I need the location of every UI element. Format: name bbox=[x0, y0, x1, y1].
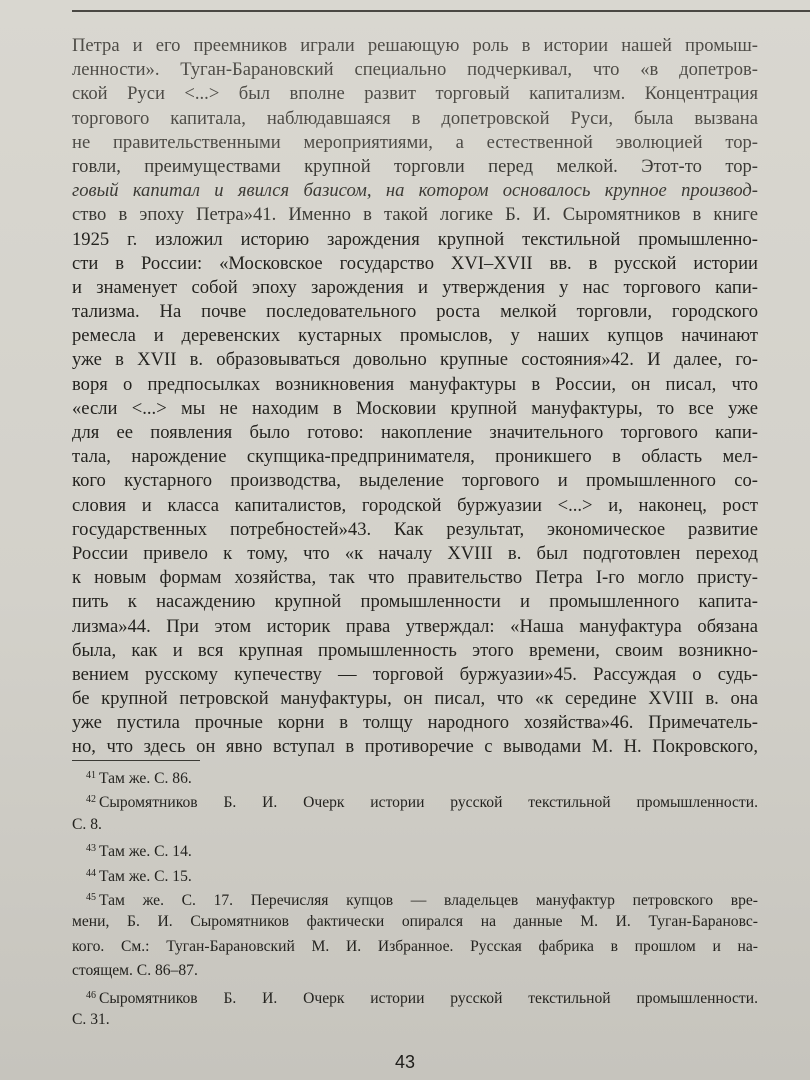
page-number: 43 bbox=[394, 1052, 416, 1072]
text-line: вением русскому купечеству — торговой буржуазии»45. Рассуждая о судь- bbox=[72, 663, 758, 685]
text-line: лизма»44. При этом историк права утверждал: «Наша мануфактура обязана bbox=[72, 615, 758, 637]
text-line: и знаменует собой эпоху зарождения и утверждения у нас торгового капи- bbox=[72, 276, 758, 298]
text-line: воря о предпосылках возникновения мануфактуры в России, он писал, что bbox=[72, 373, 758, 395]
text-line: кого кустарного производства, выделение торгового и промышленного со- bbox=[72, 470, 758, 492]
text-line: ство в эпоху Петра»41. Именно в такой логике Б. И. Сыромятников в книге bbox=[72, 204, 758, 226]
footnote-45-continuation: стоящем. С. 86–87. bbox=[72, 962, 198, 980]
footnote-text: Там же. С. 86. bbox=[99, 770, 192, 787]
text-line: ской Руси <...> был вполне развит торговый капитализм. Концентрация bbox=[72, 83, 758, 105]
footnote-number: 42 bbox=[86, 794, 96, 806]
footnote-text: Сыромятников Б. И. Очерк истории русской текстильной промышленности. bbox=[99, 989, 758, 1007]
text-line: тала, нарождение скупщика-предпринимателя, проникшего в область мел- bbox=[72, 446, 758, 468]
text-line: не правительственными мероприятиями, а естественной эволюцией тор- bbox=[72, 131, 758, 153]
footnote-41 bbox=[72, 764, 758, 788]
footnote-number: 45 bbox=[86, 891, 96, 903]
text-line: но, что здесь он явно вступал в противоречие с выводами М. Н. Покровского, bbox=[72, 736, 758, 758]
text-line: для ее появления было готово: накопление значительного торгового капи- bbox=[72, 422, 758, 443]
text-line: говли, преимуществами крупной торговли перед мелкой. Этот-то тор- bbox=[72, 155, 758, 177]
footnote-45-continuation: кого. См.: Туган-Барановский М. И. Избранное. Русская фабрика в прошлом и на- bbox=[72, 937, 758, 955]
footnote-text: Там же. С. 14. bbox=[99, 843, 192, 861]
text-line: государственных потребностей»43. Как результат, экономическое развитие bbox=[72, 518, 758, 540]
footnote-46-continuation: С. 31. bbox=[72, 1010, 110, 1028]
text-line: России привело к тому, что «к началу XVIII в. был подготовлен переход bbox=[72, 542, 758, 564]
text-line: бе крупной петровской мануфактуры, он писал, что «к середине XVIII в. она bbox=[72, 688, 758, 710]
text-line: тализма. На почве последовательного роста мелкой торговли, городского bbox=[72, 301, 758, 323]
footnote-text: Там же. С. 17. Перечисляя купцов — владельцев мануфактур петровского вре- bbox=[99, 891, 758, 909]
footnote-number: 41 bbox=[86, 770, 96, 781]
text-line: к новым формам хозяйства, так что правительство Петра I-го могло присту- bbox=[72, 567, 758, 589]
footnote-42 bbox=[72, 788, 758, 812]
footnote-number: 43 bbox=[86, 843, 96, 855]
text-line: уже в XVII в. образовываться довольно крупные состояния»42. И далее, го- bbox=[72, 349, 758, 371]
footnote-43 bbox=[72, 837, 758, 861]
main-text-block bbox=[72, 34, 758, 760]
footnotes bbox=[72, 764, 758, 1032]
text-line: Петра и его преемников играли решающую роль в истории нашей промыш- bbox=[72, 35, 758, 56]
footnote-42-continuation: С. 8. bbox=[72, 815, 102, 833]
footnote-46 bbox=[72, 984, 758, 1008]
text-line: была, как и вся крупная промышленность этого времени, своим возникно- bbox=[72, 639, 758, 661]
text-line: ленности». Туган-Барановский специально подчеркивал, что «в допетров- bbox=[72, 59, 758, 81]
text-line: говый капитал и явился базисом, на котором основалось крупное производ- bbox=[72, 180, 758, 202]
text-line: 1925 г. изложил историю зарождения крупной текстильной промышленно- bbox=[72, 228, 758, 250]
footnote-separator bbox=[72, 760, 200, 761]
text-line: торгового капитала, наблюдавшаяся в допетровской Руси, была вызвана bbox=[72, 107, 758, 129]
text-line: сти в России: «Московское государство XVI–XVII вв. в русской истории bbox=[72, 252, 758, 274]
footnote-45-continuation: мени, Б. И. Сыромятников фактически опирался на данные М. И. Туган-Барановс- bbox=[72, 913, 758, 931]
footnote-text: Там же. С. 15. bbox=[99, 867, 192, 885]
footnote-text: Сыромятников Б. И. Очерк истории русской текстильной промышленности. bbox=[99, 794, 758, 812]
text-line: «если <...> мы не находим в Московии крупной мануфактуры, то все уже bbox=[72, 397, 758, 419]
text-line: пить к насаждению крупной промышленности и промышленного капита- bbox=[72, 591, 758, 613]
text-line: ремесла и деревенских кустарных промыслов, у наших купцов начинают bbox=[72, 325, 758, 347]
text-line: словия и класса капиталистов, городской буржуазии <...> и, наконец, рост bbox=[72, 494, 758, 516]
text-line: уже пустила прочные корни в толщу народного хозяйства»46. Примечатель- bbox=[72, 712, 758, 734]
footnote-number: 44 bbox=[86, 867, 96, 879]
footnote-44 bbox=[72, 862, 758, 886]
footnote-45 bbox=[72, 886, 758, 910]
header-rule bbox=[72, 10, 810, 12]
footnote-number: 46 bbox=[86, 989, 96, 1001]
